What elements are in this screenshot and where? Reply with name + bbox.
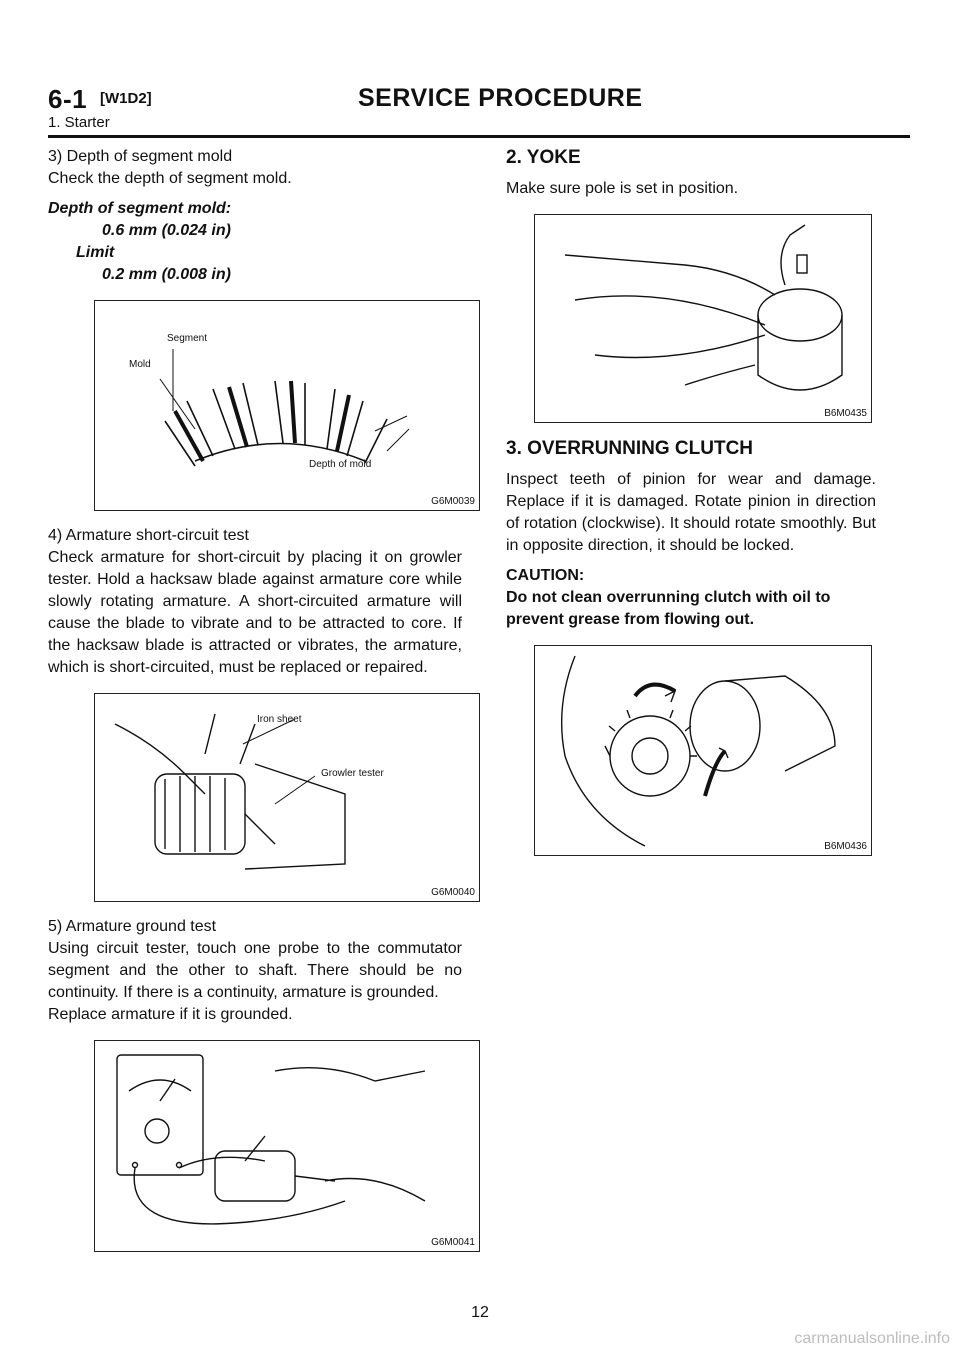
segment-mold-illustration (95, 301, 479, 510)
depth-spec-label: Depth of segment mold: (48, 200, 232, 217)
ground-test-illustration (95, 1041, 479, 1251)
subsection-title: 1. Starter (48, 114, 110, 131)
yoke-text: Make sure pole is set in position. (506, 180, 739, 197)
clutch-text: Inspect teeth of pinion for wear and damage. Replace if it is damaged. Rotate pinion in direction of rotation (clockwise). It should rotate smoothly. But in opposite direction, it should be locked. (506, 471, 876, 554)
yoke-heading: 2. YOKE (506, 147, 581, 168)
depth-title: 3) Depth of segment mold (48, 148, 233, 165)
segment-mold-figure (94, 300, 480, 511)
growler-test-illustration (95, 694, 479, 901)
figure-code: B6M0436 (824, 841, 867, 852)
right-column (506, 146, 876, 856)
figure-code: G6M0039 (431, 496, 475, 507)
depth-spec-value: 0.6 mm (0.024 in) (102, 222, 231, 239)
ground-title: 5) Armature ground test (48, 918, 217, 935)
growler-test-figure (94, 693, 480, 902)
ground-test-figure (94, 1040, 480, 1252)
short-circuit-text: Check armature for short-circuit by placing it on growler tester. Hold a hacksaw blade against armature core while slowly rotating armature. A short-circuited armature will cause the blade to vibrate and to be attracted to core. If the hacksaw blade is attracted or vibrates, the armature, which is short-circuited, must be replaced or repaired. (48, 549, 462, 676)
yoke-figure (534, 214, 872, 423)
left-column (48, 146, 475, 1252)
page-number: 12 (471, 1304, 489, 1321)
clutch-illustration (535, 646, 871, 855)
caution-text: Do not clean overrunning clutch with oil to prevent grease from flowing out. (506, 589, 831, 628)
label-mold: Mold (129, 359, 151, 370)
page-header (48, 84, 910, 134)
clutch-figure (534, 645, 872, 856)
figure-code: G6M0041 (431, 1237, 475, 1248)
clutch-heading: 3. OVERRUNNING CLUTCH (506, 438, 754, 459)
section-code: [W1D2] (100, 90, 152, 107)
section-title: SERVICE PROCEDURE (358, 84, 643, 112)
label-growler-tester: Growler tester (321, 768, 384, 779)
section-number: 6-1 (48, 84, 88, 114)
header-rule (48, 135, 910, 138)
depth-limit-value: 0.2 mm (0.008 in) (102, 266, 231, 283)
short-circuit-title: 4) Armature short-circuit test (48, 527, 249, 544)
watermark: carmanualsonline.info (794, 1330, 950, 1347)
depth-limit-label: Limit (76, 244, 115, 261)
label-iron-sheet: Iron sheet (257, 714, 302, 725)
figure-code: G6M0040 (431, 887, 475, 898)
label-depth-of-mold: Depth of mold (309, 459, 372, 470)
depth-text: Check the depth of segment mold. (48, 170, 292, 187)
ground-text: Using circuit tester, touch one probe to the commutator segment and the other to shaft. There should be no continuity. If there is a continuity, armature is grounded. (48, 940, 462, 1001)
yoke-illustration (535, 215, 871, 422)
figure-code: B6M0435 (824, 408, 867, 419)
ground-text-2: Replace armature if it is grounded. (48, 1006, 293, 1023)
label-segment: Segment (167, 333, 208, 344)
caution-label: CAUTION: (506, 567, 585, 584)
